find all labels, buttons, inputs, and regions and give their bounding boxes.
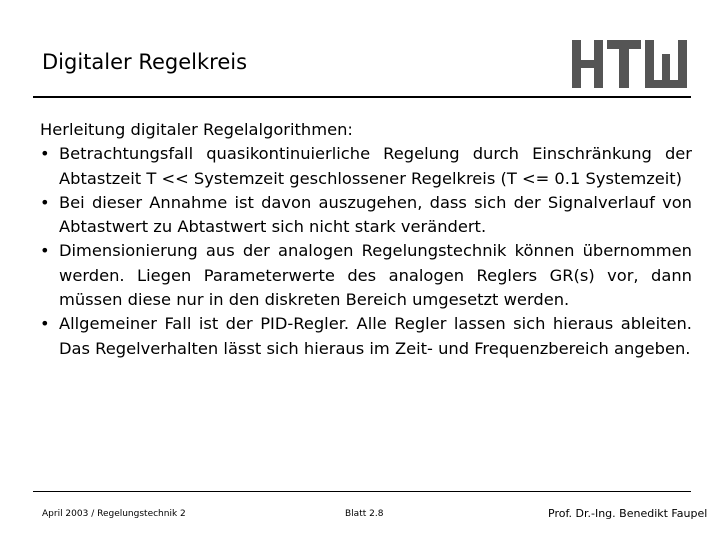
footer-date-course: April 2003 / Regelungstechnik 2 (42, 509, 186, 519)
footer-page-number: Blatt 2.8 (345, 509, 384, 519)
bullet-list (40, 142, 692, 361)
footer-divider (33, 491, 691, 492)
slide-title: Digitaler Regelkreis (42, 50, 248, 74)
bullet-text: Betrachtungsfall quasikontinuierliche Regelung durch Einschränkung der Abtastzeit T << Systemzeit geschlossener Regelkreis (T <= 0.1 Systemzeit) (59, 144, 692, 188)
htw-logo (570, 40, 692, 88)
bullet-item (40, 191, 692, 240)
slide-body (40, 118, 692, 361)
bullet-item (40, 312, 692, 361)
footer-author: Prof. Dr.-Ing. Benedikt Faupel (548, 507, 708, 520)
bullet-text: Allgemeiner Fall ist der PID-Regler. Alle Regler lassen sich hieraus ableiten. Das Regelverhalten lässt sich hieraus im Zeit- und Frequenzbereich angeben. (59, 314, 692, 358)
bullet-item (40, 142, 692, 191)
bullet-item (40, 239, 692, 312)
bullet-icon: • (40, 192, 50, 212)
title-divider (33, 96, 691, 98)
intro-text: Herleitung digitaler Regelalgorithmen: (40, 120, 353, 139)
bullet-icon: • (40, 144, 50, 164)
bullet-text: Bei dieser Annahme ist davon auszugehen, dass sich der Signalverlauf von Abtastwert zu Abtastwert sich nicht stark verändert. (59, 192, 692, 237)
bullet-text: Dimensionierung aus der analogen Regelungstechnik können übernommen werden. Liegen Parameterwerte des analogen Reglers GR(s) vor, dann müssen diese nur in den diskreten Bereich umgesetzt werden. (59, 241, 692, 310)
bullet-icon: • (40, 314, 50, 334)
bullet-icon: • (40, 241, 50, 261)
